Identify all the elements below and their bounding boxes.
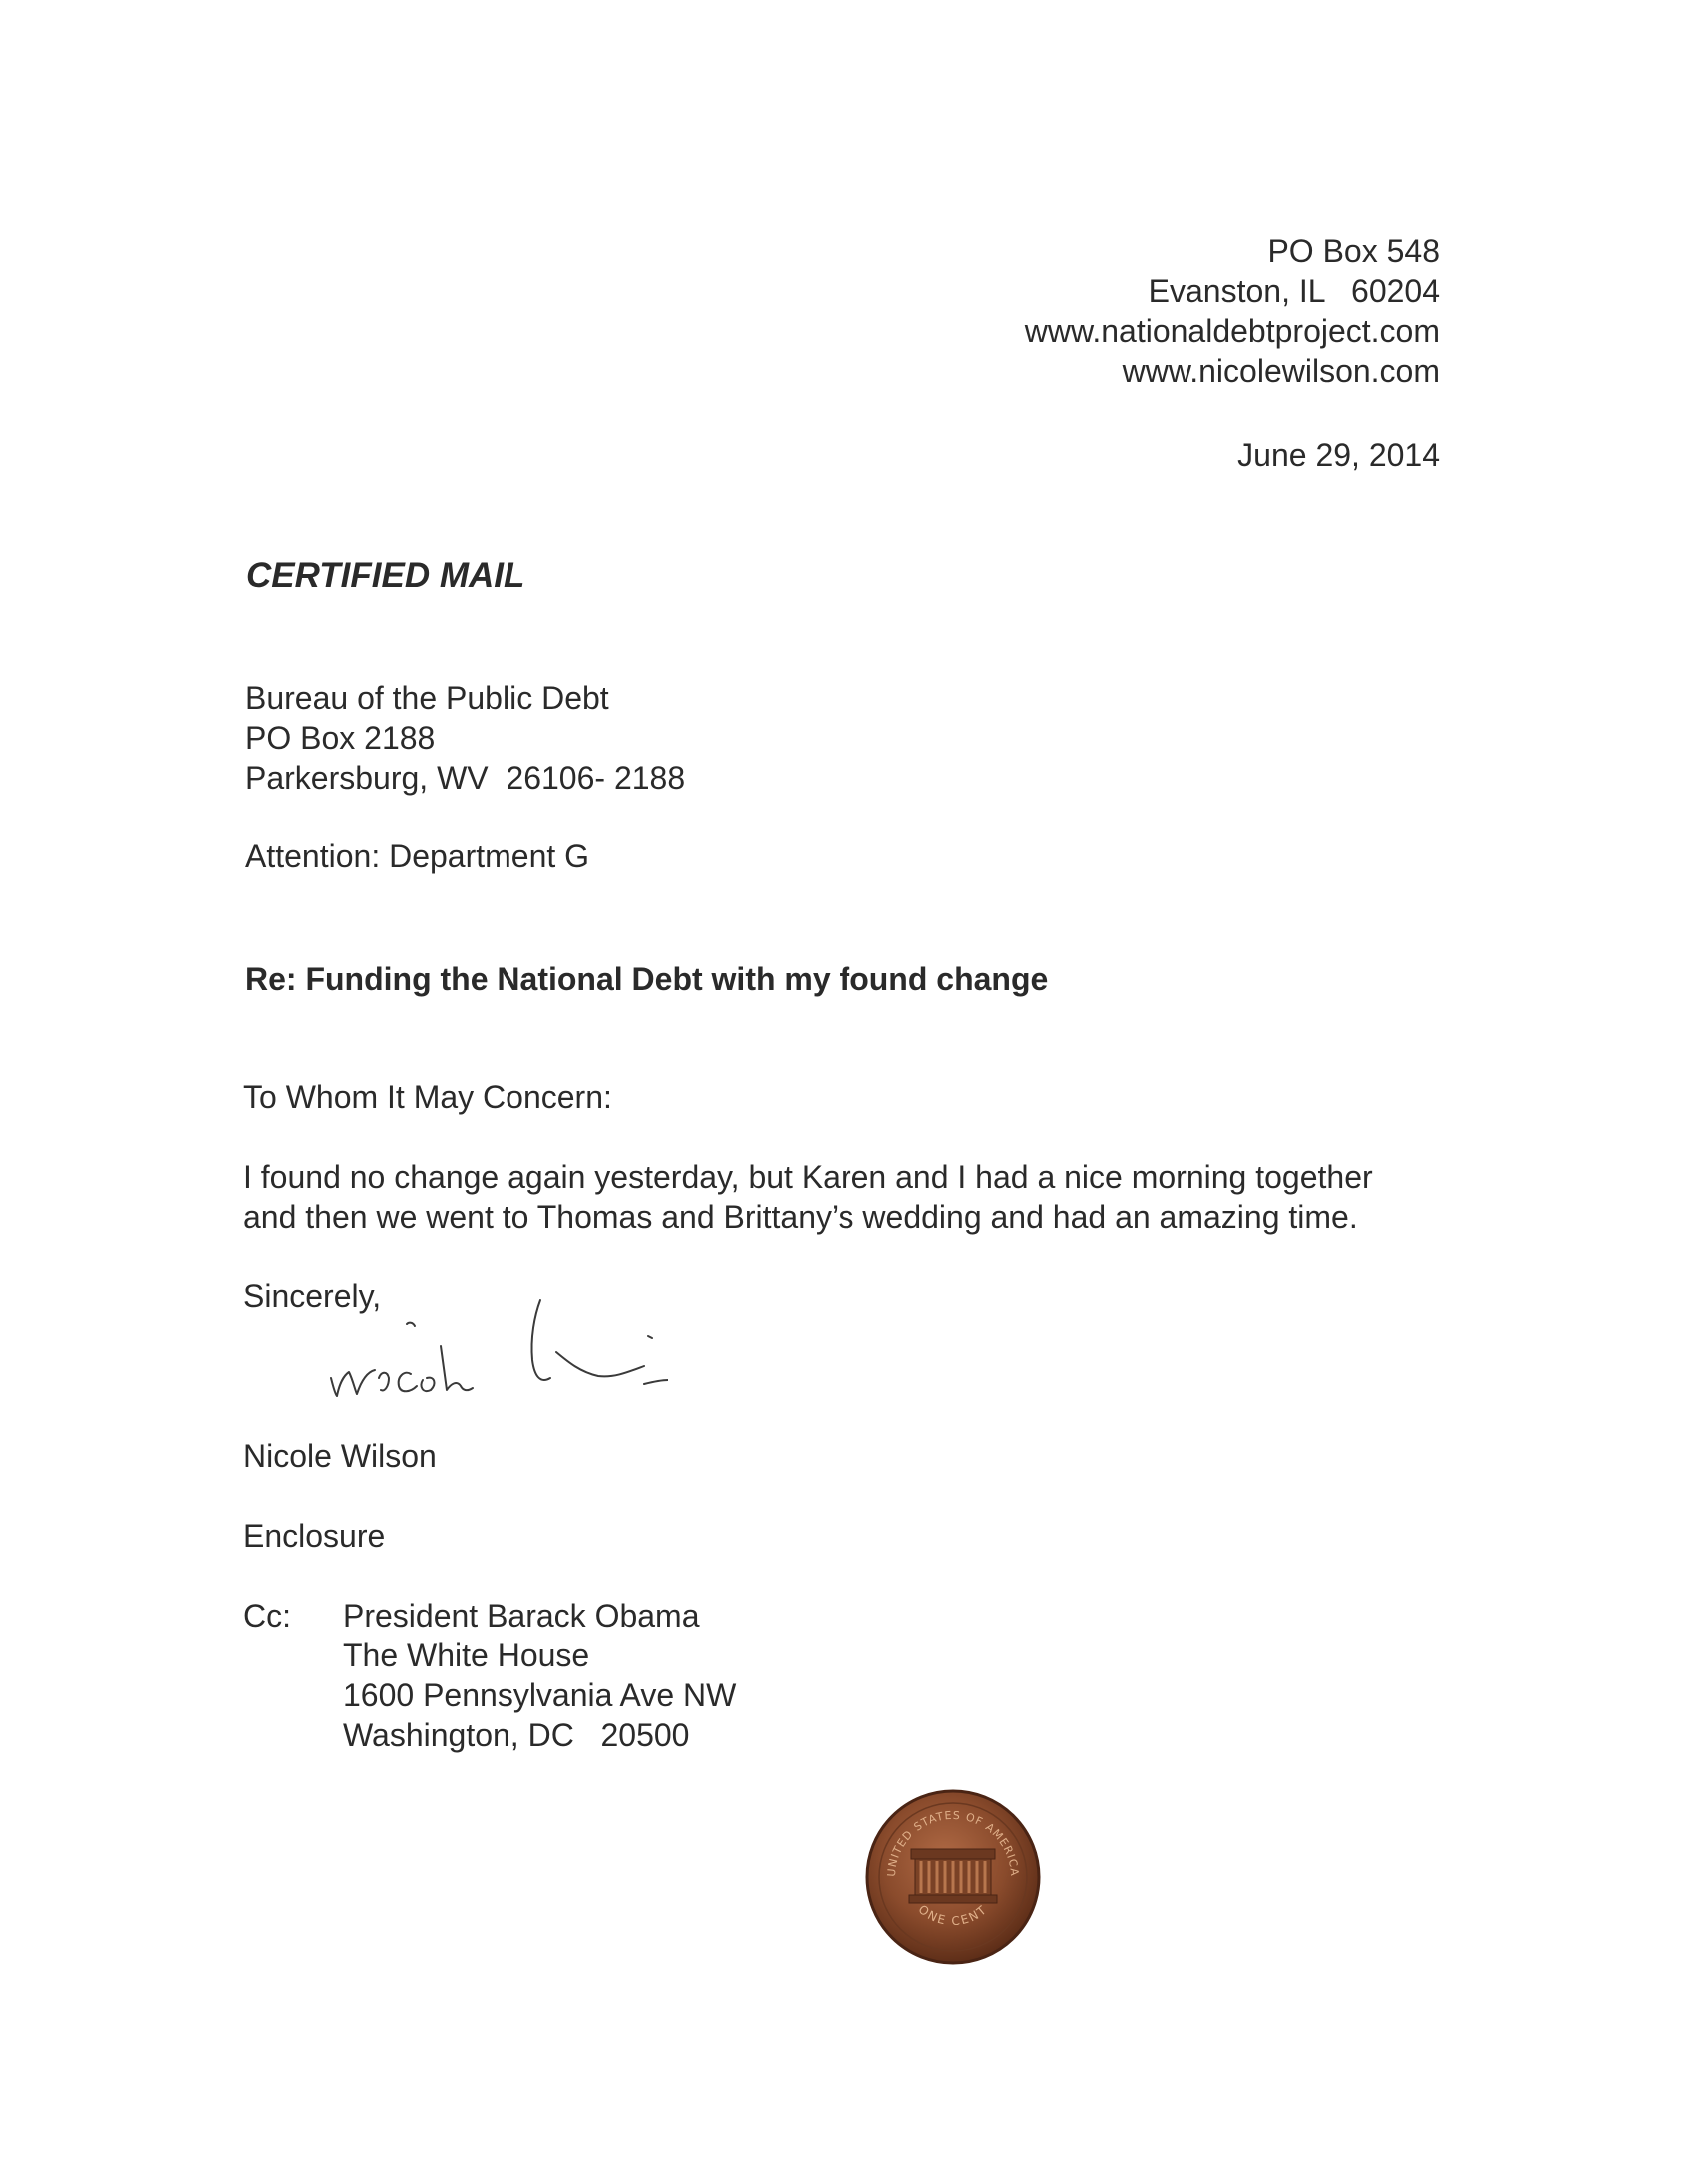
handwritten-signature [319, 1286, 668, 1416]
body-line1: I found no change again yesterday, but Karen and I had a nice morning together [243, 1159, 1373, 1195]
attention-line: Attention: Department G [245, 838, 590, 874]
certified-mail-heading: CERTIFIED MAIL [246, 556, 525, 595]
enclosure-note: Enclosure [243, 1518, 386, 1554]
salutation: To Whom It May Concern: [243, 1079, 612, 1115]
coin-top-text: UNITED STATES OF AMERICA [884, 1808, 1022, 1878]
sender-website2: www.nicolewilson.com [1122, 353, 1440, 389]
recipient-address-line1: PO Box 2188 [245, 720, 436, 756]
cc-address-line3: Washington, DC 20500 [343, 1717, 690, 1753]
cc-address-line1: The White House [343, 1638, 590, 1673]
signer-name: Nicole Wilson [243, 1438, 437, 1474]
recipient-name: Bureau of the Public Debt [245, 680, 609, 716]
coin-bottom-text: ONE CENT [915, 1902, 991, 1929]
letter-date: June 29, 2014 [1237, 437, 1440, 473]
cc-address-line2: 1600 Pennsylvania Ave NW [343, 1677, 737, 1713]
cc-address-block [343, 1596, 736, 1755]
sender-website1: www.nationaldebtproject.com [1024, 313, 1440, 349]
recipient-address-block [245, 678, 685, 798]
subject-line: Re: Funding the National Debt with my found change [245, 961, 1049, 997]
cc-label: Cc: [243, 1598, 291, 1634]
recipient-address-line2: Parkersburg, WV 26106- 2188 [245, 760, 686, 796]
closing: Sincerely, [243, 1278, 382, 1314]
body-line2: and then we went to Thomas and Brittany’s wedding and had an amazing time. [243, 1199, 1358, 1235]
penny-coin-image [865, 1789, 1041, 1965]
sender-address-block [1025, 231, 1440, 391]
sender-address-line1: PO Box 548 [1267, 233, 1440, 269]
body-paragraph [243, 1157, 1373, 1237]
cc-name: President Barack Obama [343, 1598, 700, 1634]
sender-address-line2: Evanston, IL 60204 [1148, 273, 1440, 309]
